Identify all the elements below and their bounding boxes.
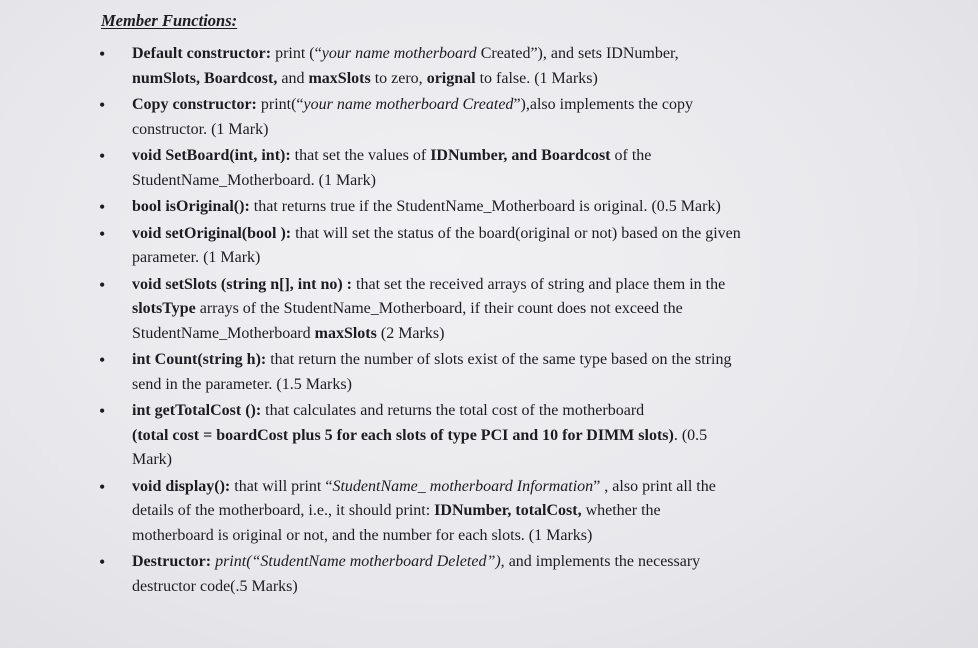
- bullet-icon: •: [99, 274, 106, 295]
- text-line: [132, 67, 826, 92]
- bold-text: orignal: [426, 69, 476, 87]
- bold-text: Default constructor:: [132, 45, 272, 62]
- list-item: [96, 550, 826, 599]
- text-line: [132, 297, 826, 322]
- text-line: [132, 399, 826, 424]
- item-text: [132, 348, 826, 397]
- text-run: constructor. (1 Mark): [132, 120, 269, 138]
- text-run: that set the received arrays of string and place them in the: [352, 275, 726, 293]
- text-run: (2 Marks): [376, 324, 445, 342]
- text-run: of the: [610, 147, 652, 164]
- text-line: [132, 424, 826, 449]
- text-line: [132, 499, 826, 524]
- bold-text: bool isOriginal():: [132, 198, 250, 215]
- text-run: that return the number of slots exist of the same type based on the string: [266, 351, 732, 368]
- text-run: Created”), and sets IDNumber,: [476, 45, 679, 62]
- item-text: [132, 399, 826, 473]
- bold-text: numSlots, Boardcost,: [132, 69, 278, 87]
- bold-text: void setOriginal(bool ):: [132, 224, 292, 242]
- text-run: to zero,: [370, 69, 427, 87]
- text-run: that set the values of: [290, 147, 431, 164]
- list-item: [96, 399, 826, 473]
- text-run: parameter. (1 Mark): [132, 249, 261, 266]
- item-text: [132, 93, 826, 142]
- bullet-icon: •: [99, 95, 106, 115]
- member-functions-list: [96, 42, 826, 601]
- text-line: [132, 246, 826, 271]
- text-line: [132, 144, 826, 169]
- text-run: send in the parameter. (1.5 Marks): [132, 375, 352, 393]
- text-line: [132, 524, 826, 549]
- bold-text: void setSlots (string n[], int no) :: [132, 275, 353, 293]
- text-line: [132, 93, 826, 118]
- text-line: [132, 373, 826, 398]
- text-run: ” , also print all the: [593, 477, 716, 495]
- text-line: [132, 195, 826, 220]
- bold-text: void display():: [132, 477, 231, 495]
- list-item: [96, 348, 826, 397]
- text-line: [132, 550, 826, 575]
- text-line: [132, 118, 826, 143]
- italic-text: StudentName_ motherboard Information: [332, 477, 594, 495]
- text-run: arrays of the StudentName_Motherboard, if their count does not exceed the: [195, 300, 683, 317]
- text-run: StudentName_Motherboard. (1 Mark): [132, 171, 376, 189]
- text-run: print(“: [256, 96, 304, 113]
- text-line: [132, 475, 826, 500]
- text-line: [132, 448, 826, 473]
- bold-text: (total cost = boardCost plus 5 for each slots of type PCI and 10 for DIMM slots): [132, 426, 674, 444]
- bullet-icon: •: [99, 476, 106, 497]
- text-run: to false. (1 Marks): [475, 69, 598, 87]
- item-text: [132, 144, 826, 193]
- text-run: destructor code(.5 Marks): [132, 577, 298, 595]
- section-heading: Member Functions:: [101, 11, 238, 30]
- italic-text: your name motherboard Created: [303, 96, 514, 113]
- text-line: [132, 348, 826, 373]
- text-line: [132, 169, 826, 194]
- text-line: [132, 222, 826, 247]
- list-item: [96, 195, 826, 220]
- bold-text: IDNumber, totalCost,: [434, 502, 582, 519]
- bullet-icon: •: [99, 401, 106, 421]
- text-run: details of the motherboard, i.e., it should print:: [132, 502, 435, 519]
- text-run: StudentName_Motherboard: [132, 324, 315, 342]
- bold-text: int getTotalCost ():: [132, 402, 262, 419]
- text-line: [132, 42, 826, 67]
- text-run: that will set the status of the board(original or not) based on the given: [291, 224, 741, 242]
- text-run: that will print “: [230, 477, 333, 495]
- list-item: [96, 273, 826, 347]
- bold-text: int Count(string h):: [132, 351, 267, 368]
- italic-text: print(“StudentName motherboard Deleted”),: [215, 553, 505, 570]
- item-text: [132, 475, 826, 549]
- item-text: [132, 550, 826, 599]
- text-run: and: [277, 69, 309, 87]
- text-run: Mark): [132, 451, 172, 468]
- bold-text: Destructor:: [132, 553, 212, 570]
- text-run: . (0.5: [673, 426, 708, 444]
- bold-text: void SetBoard(int, int):: [132, 147, 291, 164]
- bullet-icon: •: [99, 146, 106, 166]
- item-text: [132, 273, 826, 347]
- bold-text: maxSlots: [308, 69, 371, 87]
- bullet-icon: •: [99, 223, 106, 244]
- text-run: motherboard is original or not, and the number for each slots. (1 Marks): [132, 526, 593, 544]
- item-text: [132, 195, 826, 220]
- bullet-icon: •: [99, 350, 106, 370]
- text-line: [132, 575, 826, 600]
- list-item: [96, 42, 826, 91]
- bullet-icon: •: [99, 197, 106, 217]
- text-run: whether the: [581, 502, 661, 519]
- text-run: print (“: [271, 45, 322, 62]
- list-item: [96, 93, 826, 142]
- bold-text: maxSlots: [314, 324, 377, 342]
- list-item: [96, 475, 826, 549]
- list-item: [96, 222, 826, 271]
- bullet-icon: •: [99, 552, 106, 572]
- italic-text: your name motherboard: [321, 45, 477, 62]
- text-run: ”),also implements the copy: [513, 96, 693, 113]
- text-run: that returns true if the StudentName_Motherboard is original. (0.5 Mark): [249, 198, 721, 215]
- text-run: and implements the necessary: [504, 553, 701, 570]
- text-line: [132, 322, 826, 347]
- text-run: that calculates and returns the total cost of the motherboard: [261, 402, 645, 419]
- text-line: [132, 273, 826, 298]
- bold-text: slotsType: [132, 300, 196, 317]
- bullet-icon: •: [99, 44, 106, 64]
- item-text: [132, 222, 826, 271]
- bold-text: IDNumber, and Boardcost: [430, 147, 611, 164]
- item-text: [132, 42, 826, 91]
- bold-text: Copy constructor:: [132, 96, 257, 113]
- list-item: [96, 144, 826, 193]
